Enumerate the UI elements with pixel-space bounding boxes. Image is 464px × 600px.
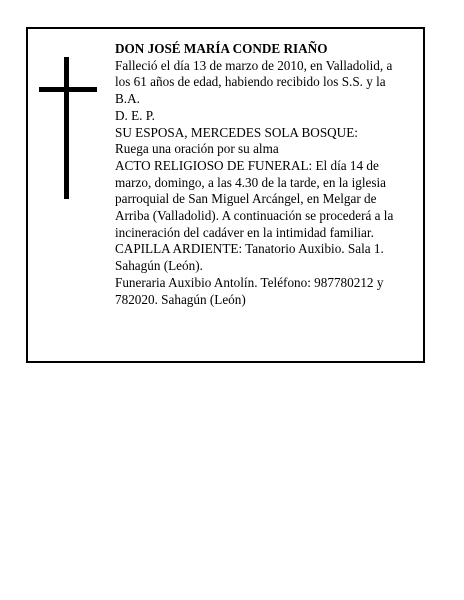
chapel-info: CAPILLA ARDIENTE: Tanatorio Auxibio. Sala 1. Sahagún (León). [115, 241, 384, 274]
cross-horizontal-bar [39, 87, 97, 92]
cross-vertical-bar [64, 57, 69, 199]
notice-text [115, 41, 411, 308]
funeral-info: ACTO RELIGIOSO DE FUNERAL: El día 14 de marzo, domingo, a las 4.30 de la tarde, en la iglesia parroquial de San Miguel Arcángel, en Melgar de Arriba (Valladolid). A continuación se procederá a la incineración del cadáver en la intimidad familiar. [115, 157, 394, 240]
cross-icon [39, 57, 97, 199]
death-info: Falleció el día 13 de marzo de 2010, en Valladolid, a los 61 años de edad, habiendo recibido los S.S. y la B.A. [115, 57, 393, 107]
deceased-name: DON JOSÉ MARÍA CONDE RIAÑO [115, 41, 328, 56]
funeral-home-info: Funeraria Auxibio Antolín. Teléfono: 987780212 y 782020. Sahagún (León) [115, 274, 384, 307]
prayer-line: Ruega una oración por su alma [115, 141, 279, 157]
spouse-line: SU ESPOSA, MERCEDES SOLA BOSQUE: [115, 124, 358, 140]
rip-line: D. E. P. [115, 107, 155, 123]
obituary-notice [26, 27, 425, 363]
